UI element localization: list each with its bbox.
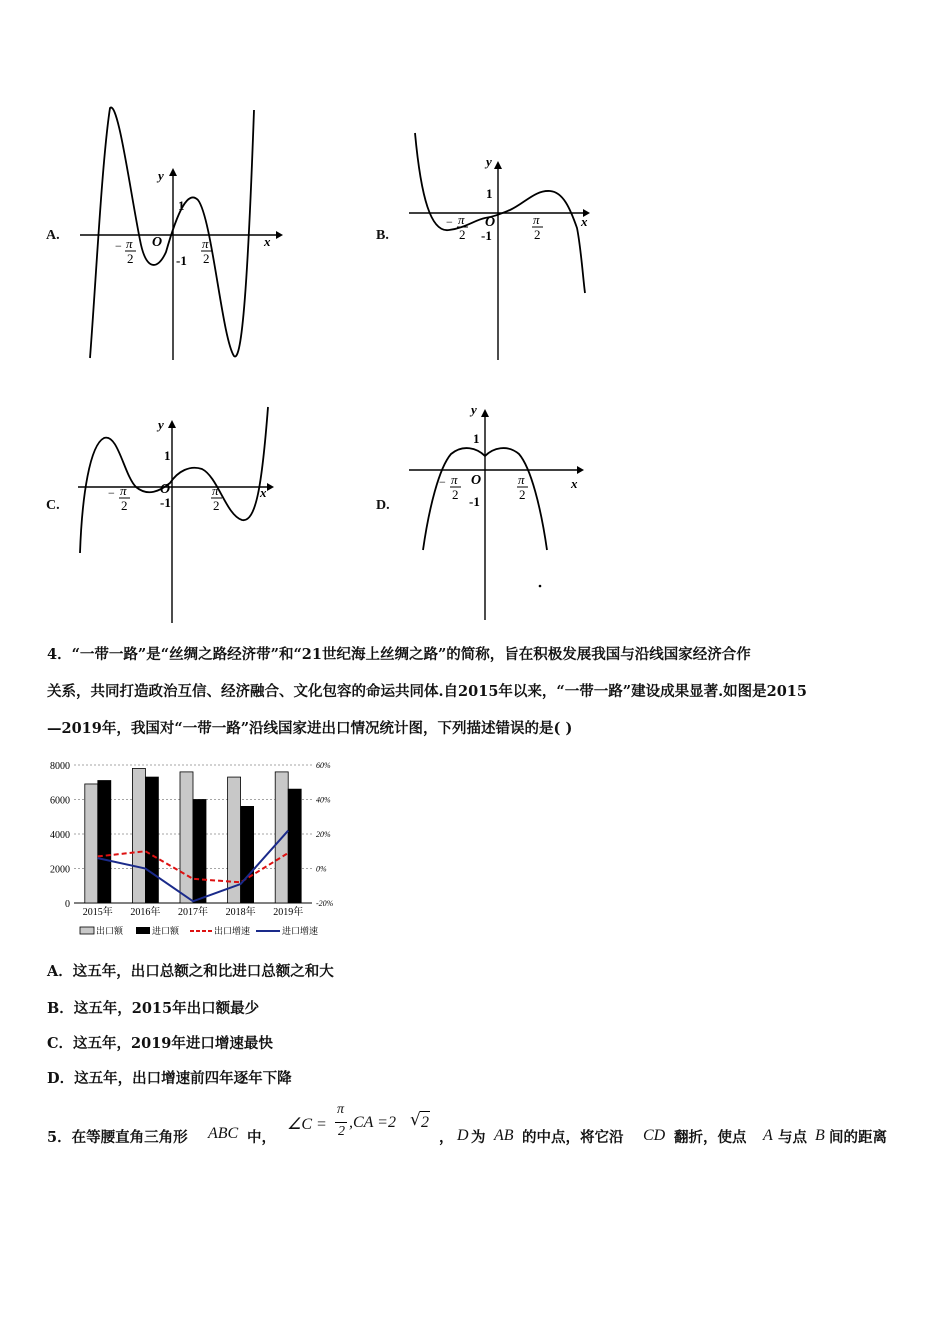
q5-zhong: 中， (247, 1129, 276, 1146)
svg-text:π: π (533, 212, 540, 227)
svg-text:−: − (108, 486, 115, 500)
option-a-label: A. (46, 228, 60, 243)
svg-text:O: O (485, 215, 496, 230)
right-tick-label: -20% (316, 899, 334, 908)
q5-dist: 间的距离 (829, 1129, 887, 1146)
category-label: 2015年 (82, 907, 113, 918)
svg-text:π: π (451, 472, 458, 487)
option-d-label: D. (376, 498, 390, 513)
bar-进口额 (98, 781, 111, 903)
svg-text:y: y (486, 154, 492, 169)
right-tick-label: 40% (316, 795, 331, 805)
q5: 5．在等腰直角三角形 ABC 中， ∠C = π 2 ,CA =2 √ 2 ， D 为 AB 的中点，将它沿 CD 翻折，使点 A 与点 B 间的距离 (47, 1102, 887, 1146)
svg-text:1: 1 (473, 431, 480, 446)
q5-b: B (815, 1127, 825, 1144)
q5-two: 2 (338, 1124, 345, 1139)
tick-neg-1: -1 (176, 253, 187, 268)
bar-出口额 (85, 784, 98, 903)
svg-text:-1: -1 (481, 228, 492, 243)
right-tick-label: 0% (316, 864, 327, 874)
graph-a (78, 100, 298, 362)
origin: O (152, 235, 163, 250)
svg-text:π: π (458, 212, 465, 227)
legend-label: 进口增速 (282, 926, 319, 936)
svg-text:x: x (581, 214, 588, 229)
svg-text:2: 2 (213, 498, 220, 513)
y-axis-arrow (169, 168, 177, 176)
right-tick-label: 20% (316, 830, 331, 839)
category-label: 2018年 (225, 907, 256, 918)
legend-swatch (136, 927, 150, 934)
q5-a: A (763, 1127, 773, 1144)
bar-进口额 (288, 789, 301, 903)
q5-yu: 与点 (778, 1129, 807, 1146)
q5-wei: 为 (471, 1129, 486, 1146)
svg-text:1: 1 (486, 186, 493, 201)
svg-text:y: y (471, 402, 477, 417)
svg-text:2: 2 (452, 487, 459, 502)
svg-text:x: x (260, 485, 267, 500)
svg-text:2: 2 (534, 227, 541, 242)
svg-text:-1: -1 (160, 495, 171, 510)
pi-label: π (126, 236, 133, 251)
q5-ab: AB (494, 1127, 514, 1144)
category-label: 2019年 (273, 907, 304, 918)
option-b-label: B. (376, 228, 389, 243)
q4-line2: 关系，共同打造政治互信、经济融合、文化包容的命运共同体.自2015年以来，“一带一路”建设成果显著.如图是2015 (47, 683, 807, 700)
two-label: 2 (203, 251, 210, 266)
x-axis-arrow (276, 231, 283, 239)
q5-cd: CD (643, 1127, 666, 1144)
option-c-label: C. (46, 498, 60, 513)
svg-text:−: − (446, 215, 453, 229)
svg-text:x: x (571, 476, 578, 491)
tick-1: 1 (178, 198, 185, 213)
left-tick-label: 0 (65, 899, 70, 910)
x-label: x (264, 234, 271, 249)
svg-text:−: − (439, 475, 446, 489)
q4-choice-a: A．这五年，出口总额之和比进口总额之和大 (47, 963, 334, 980)
bar-进口额 (241, 806, 254, 903)
q5-ca: ,CA =2 (349, 1114, 396, 1131)
svg-text:O: O (160, 482, 171, 497)
two-label: 2 (127, 251, 134, 266)
q5-d: D (457, 1127, 469, 1144)
svg-text:O: O (471, 473, 482, 488)
svg-text:2: 2 (459, 227, 466, 242)
graph-b (405, 128, 600, 363)
trade-chart (40, 755, 345, 949)
chart-svg (40, 755, 345, 945)
curve (90, 108, 254, 358)
svg-text:-1: -1 (469, 494, 480, 509)
right-tick-label: 60% (316, 761, 331, 770)
q5-mid: 的中点，将它沿 (522, 1129, 624, 1146)
q5-pi: π (337, 1102, 345, 1117)
graph-d (405, 398, 600, 623)
bar-进口额 (193, 800, 206, 904)
left-tick-label: 4000 (50, 830, 70, 841)
svg-text:2: 2 (519, 487, 526, 502)
svg-text:2: 2 (121, 498, 128, 513)
category-label: 2016年 (130, 907, 161, 918)
bar-出口额 (180, 772, 193, 903)
q5-sqrt2: 2 (421, 1114, 429, 1131)
svg-text:π: π (120, 483, 127, 498)
q4-choice-c: C．这五年，2019年进口增速最快 (47, 1035, 273, 1052)
y-label: y (158, 168, 164, 183)
left-tick-label: 8000 (50, 761, 70, 772)
legend-label: 出口额 (96, 926, 124, 936)
q5-fold: 翻折，使点 (674, 1129, 747, 1146)
q4-line3: —2019年，我国对“一带一路”沿线国家进出口情况统计图，下列描述错误的是( ) (47, 720, 573, 737)
category-label: 2017年 (178, 907, 208, 918)
bar-进口额 (145, 777, 158, 903)
left-tick-label: 2000 (50, 864, 70, 876)
svg-text:y: y (158, 417, 164, 432)
pi-label: π (202, 236, 209, 251)
q5-comma: ， (439, 1129, 454, 1146)
svg-text:π: π (212, 483, 219, 498)
q5-angle: ∠C = (287, 1116, 327, 1133)
svg-text:1: 1 (164, 448, 171, 463)
q4-choice-d: D．这五年，出口增速前四年逐年下降 (47, 1070, 292, 1087)
q4-line1: 4．“一带一路”是“丝绸之路经济带”和“21世纪海上丝绸之路”的简称，旨在积极发展我国与沿线国家经济合作 (47, 646, 751, 663)
graph-c (72, 405, 287, 625)
legend-label: 出口增速 (214, 926, 251, 936)
left-tick-label: 6000 (50, 795, 70, 807)
q5-triangle: ABC (208, 1125, 239, 1142)
legend-swatch (80, 927, 94, 934)
minus-sign: − (115, 239, 122, 253)
q5-prefix: 5．在等腰直角三角形 (47, 1129, 188, 1146)
legend-label: 进口额 (152, 926, 180, 936)
bar-出口额 (132, 768, 145, 903)
svg-text:π: π (518, 472, 525, 487)
q4-choice-b: B．这五年，2015年出口额最少 (47, 1000, 260, 1017)
